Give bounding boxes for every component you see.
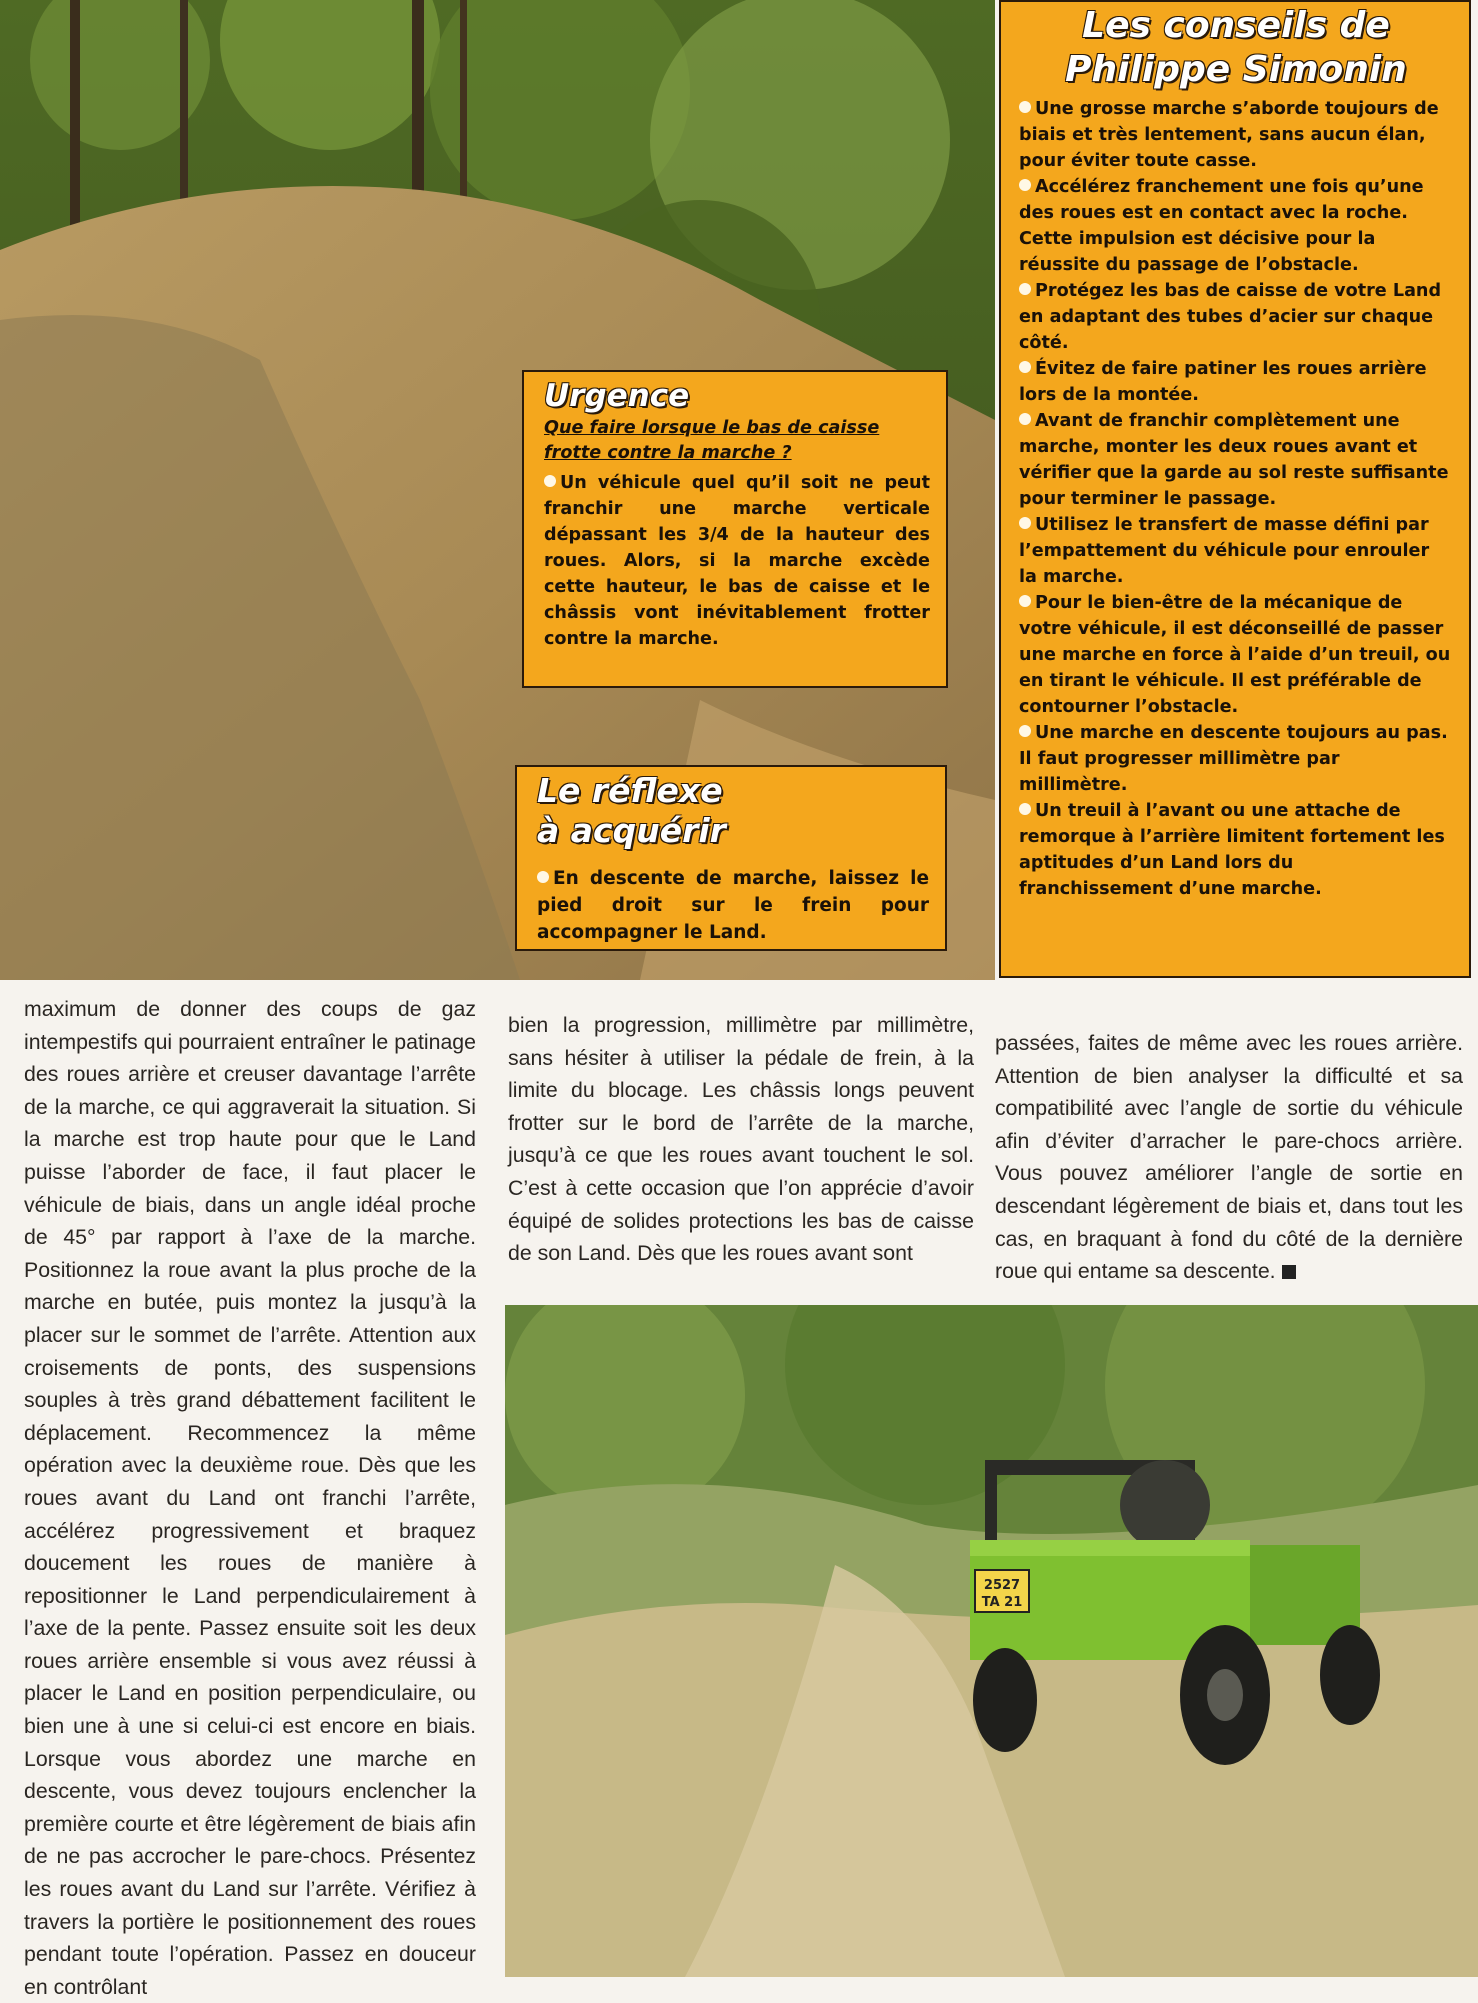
bullet-icon — [1019, 283, 1031, 295]
bullet-icon — [1019, 517, 1031, 529]
tip-item: Avant de franchir complètement une marche, monter les deux roues avant et vérifier que la garde au sol reste suffisante pour terminer le passage. — [1019, 411, 1449, 509]
bullet-icon — [1019, 595, 1031, 607]
bullet-icon — [544, 475, 556, 487]
article-column-2: bien la progression, millimètre par millimètre, sans hésiter à utiliser la pédale de frein, à la limite du blocage. Les châssis longs peuvent frotter sur le bord de l’arrête de la marche, jusqu’à ce que les roues avant touchent le sol. C’est à cette occasion que l’on apprécie d’avoir équipé de solides protections les bas de caisse de son Land. Dès que les roues avant sont — [508, 1013, 974, 1266]
tip-item: Une marche en descente toujours au pas. Il faut progresser millimètre par millimètre. — [1019, 723, 1448, 795]
conseils-tips — [1019, 96, 1453, 902]
tip-item: Utilisez le transfert de masse défini par l’empattement du véhicule pour enrouler la marche. — [1019, 515, 1430, 587]
bullet-icon — [1019, 725, 1031, 737]
article-column-3 — [995, 1027, 1463, 1288]
conseils-box — [999, 0, 1471, 978]
tip-item: Évitez de faire patiner les roues arrière lors de la montée. — [1019, 359, 1427, 405]
conseils-title-line1: Les conseils de — [1082, 5, 1390, 46]
article-column-3-text: passées, faites de même avec les roues arrière. Attention de bien analyser la difficulté et sa compatibilité avec l’angle de sortie du véhicule afin d’éviter d’arracher le pare-chocs arrière. Vous pouvez améliorer l’angle de sortie en descendant légèrement de biais et, dans tout les cas, en braquant à fond du côté de la dernière roue qui entame sa descente. — [995, 1031, 1463, 1284]
tip-item: Accélérez franchement une fois qu’une des roues est en contact avec la roche. Cette impulsion est décisive pour la réussite du passage de l’obstacle. — [1019, 177, 1424, 275]
bullet-icon — [1019, 179, 1031, 191]
tip-item: Pour le bien-être de la mécanique de votre véhicule, il est déconseillé de passer une marche en force à l’aide d’un treuil, ou en tirant le véhicule. Il est préférable de contourner l’obstacle. — [1019, 593, 1451, 717]
green-land-rover-offroad-photo-icon — [505, 1305, 1478, 1977]
end-of-article-icon — [1282, 1265, 1296, 1279]
reflexe-box — [515, 765, 947, 951]
reflexe-title-line2: à acquérir — [537, 811, 726, 850]
conseils-title-line2: Philippe Simonin — [1065, 49, 1407, 90]
bullet-icon — [1019, 101, 1031, 113]
bottom-photo — [505, 1305, 1478, 1977]
bullet-icon — [1019, 361, 1031, 373]
reflexe-body: En descente de marche, laissez le pied droit sur le frein pour accompagner le Land. — [537, 868, 929, 943]
urgence-body: Un véhicule quel qu’il soit ne peut franchir une marche verticale dépassant les 3/4 de la hauteur des roues. Alors, si la marche excède cette hauteur, le bas de caisse et le châssis vont inévitablement frotter contre la marche. — [544, 473, 930, 649]
tip-item: Un treuil à l’avant ou une attache de remorque à l’arrière limitent fortement les aptitudes d’un Land lors du franchissement d’une marche. — [1019, 801, 1445, 899]
urgence-title: Urgence — [544, 378, 690, 414]
article-column-1: maximum de donner des coups de gaz intempestifs qui pourraient entraîner le patinage des roues arrière et creuser davantage l’arrête de la marche, ce qui aggraverait la situation. Si la marche est trop haute pour que le Land puisse l’aborder de face, il faut placer le véhicule de biais, dans un angle idéal proche de 45° par rapport à l’axe de la marche. Positionnez la roue avant la plus proche de la marche en butée, puis montez la jusqu’à la placer sur le sommet de l’arrête. Attention aux croisements de ponts, des suspensions souples à très grand débattement facilitent le déplacement. Recommencez la même opération avec la deuxième roue. Dès que les roues avant du Land ont franchi l’arrête, accélérez progressivement et braquez doucement les roues de manière à repositionner le Land perpendiculairement à l’axe de la pente. Passez ensuite soit les deux roues arrière ensemble si vous avez réussi à placer le Land en position perpendiculaire, ou bien une à une si celui-ci est encore en biais. Lorsque vous abordez une marche en descente, vous devez toujours enclencher la première courte et être légèrement de biais afin de ne pas accrocher le pare-chocs. Présentez les roues avant du Land sur l’arrête. Vérifiez à travers la portière le positionnement des roues pendant toute l’opération. Passez en douceur en contrôlant — [24, 997, 476, 1999]
plate-line2: TA 21 — [981, 1595, 1023, 1610]
bullet-icon — [537, 871, 549, 883]
bullet-icon — [1019, 803, 1031, 815]
urgence-box — [522, 370, 948, 688]
tip-item: Une grosse marche s’aborde toujours de biais et très lentement, sans aucun élan, pour éviter toute casse. — [1019, 99, 1439, 171]
urgence-subtitle: Que faire lorsque le bas de caisse frotte contre la marche ? — [544, 418, 880, 463]
bullet-icon — [1019, 413, 1031, 425]
tip-item: Protégez les bas de caisse de votre Land en adaptant des tubes d’acier sur chaque côté. — [1019, 281, 1442, 353]
plate-line1: 2527 — [983, 1578, 1021, 1593]
reflexe-title-line1: Le réflexe — [537, 771, 723, 810]
